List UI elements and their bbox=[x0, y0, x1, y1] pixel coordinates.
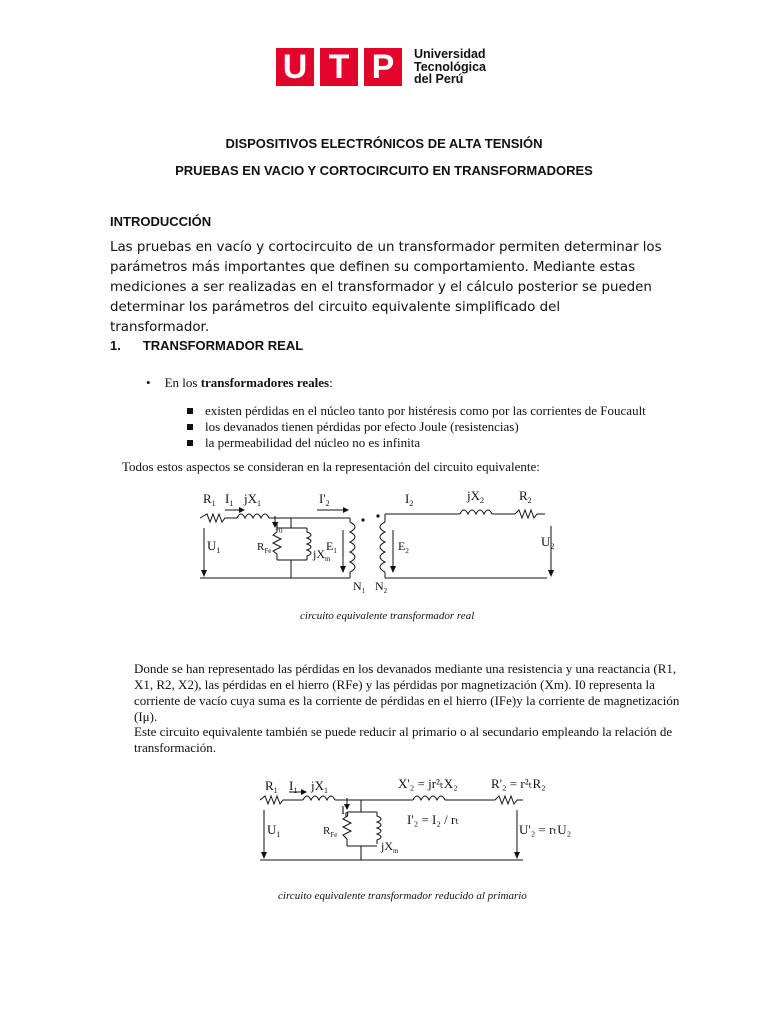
label-r1-2: $R_1$ bbox=[265, 778, 278, 795]
label-u1: $U_1$ bbox=[207, 538, 221, 555]
bullet-lead: • En los transformadores reales: bbox=[146, 375, 333, 390]
logo-letter-u: U bbox=[276, 48, 314, 86]
jx1-inductor-2 bbox=[303, 796, 335, 800]
xp2-inductor bbox=[413, 796, 445, 800]
label-jx1-2: $jX_1$ bbox=[311, 778, 328, 795]
aspects-text: Todos estos aspectos se consideran en la representación del circuito equivalente: bbox=[122, 459, 540, 474]
label-jxm-2: $jX_m$ bbox=[381, 839, 399, 855]
list-item: los devanados tienen pérdidas por efecto Joule (resistencias) bbox=[187, 419, 687, 435]
caption-circuit-reduced: circuito equivalente transformador reducido al primario bbox=[278, 890, 527, 902]
list-item: existen pérdidas en el núcleo tanto por histéresis como por las corrientes de Foucault bbox=[187, 403, 687, 419]
list-item: la permeabilidad del núcleo no es infinita bbox=[187, 435, 687, 451]
label-n2: $N_2$ bbox=[375, 579, 388, 595]
r1-resistor bbox=[200, 514, 237, 522]
label-xp2-eq: X'₂ = jr²ₜX₂ bbox=[398, 776, 458, 791]
utp-logo bbox=[276, 48, 486, 86]
bullet-lead-bold: transformadores reales bbox=[200, 375, 330, 390]
document-subtitle: PRUEBAS EN VACIO Y CORTOCIRCUITO EN TRANSFORMADORES bbox=[175, 163, 593, 178]
label-e2: $E_2$ bbox=[398, 539, 409, 555]
logo-line-2: Tecnológica bbox=[414, 59, 487, 74]
logo-letter-p: P bbox=[364, 48, 402, 86]
logo-wordmark bbox=[414, 48, 486, 86]
jx2-inductor bbox=[460, 510, 492, 514]
sub-bullet-list bbox=[187, 403, 687, 451]
label-rfe: $R_{Fe}$ bbox=[257, 541, 272, 555]
bullet-lead-suffix: : bbox=[329, 375, 333, 390]
section-title: TRANSFORMADOR REAL bbox=[142, 338, 304, 353]
circuit-real-diagram bbox=[195, 478, 565, 603]
intro-heading: INTRODUCCIÓN bbox=[110, 214, 212, 229]
logo-letter-t: T bbox=[320, 48, 358, 86]
label-i1: $I_1$ bbox=[225, 491, 234, 508]
paragraph-donde: Donde se han representado las pérdidas en los devanados mediante una resistencia y una reactancia (R1, X1, R2, X2), las pérdidas en el hierro (RFe) y las pérdidas por magnetización (Xm). I0 representa la corriente de vacío cuya suma es la corriente de pérdidas en el hierro (IFe)y la corriente de magnetización (Iμ). bbox=[134, 661, 680, 724]
label-i1-2: $I_1$ bbox=[289, 778, 298, 795]
section-number: 1. bbox=[110, 338, 121, 353]
label-ip2: $I'_2$ bbox=[319, 491, 330, 508]
label-r2: $R_2$ bbox=[519, 488, 532, 505]
r2-resistor bbox=[515, 510, 545, 518]
label-n1: $N_1$ bbox=[353, 579, 366, 595]
document-title: DISPOSITIVOS ELECTRÓNICOS DE ALTA TENSIÓN bbox=[225, 136, 543, 151]
label-jx2: $jX_2$ bbox=[467, 488, 484, 505]
label-jxm: $jX_m$ bbox=[313, 547, 331, 563]
label-i2: $I_2$ bbox=[405, 491, 414, 508]
jxm-inductor bbox=[307, 528, 311, 560]
label-i0: $I_0$ bbox=[275, 519, 283, 535]
rp2-resistor bbox=[495, 796, 523, 804]
label-i0-2: $I_0$ bbox=[341, 803, 349, 819]
logo-line-3: del Perú bbox=[414, 72, 464, 87]
paragraph-este: Este circuito equivalente también se puede reducir al primario o al secundario empleando la relación de transformación. bbox=[134, 724, 673, 755]
label-e1: $E_1$ bbox=[326, 539, 337, 555]
section-1-heading bbox=[110, 338, 303, 353]
bullet-lead-prefix: En los bbox=[164, 375, 201, 390]
label-r1: $R_1$ bbox=[203, 491, 216, 508]
jx1-inductor bbox=[237, 514, 269, 518]
label-up2-eq: U'₂ = rₜU₂ bbox=[519, 822, 572, 837]
label-u2: $U_2$ bbox=[541, 534, 555, 551]
primary-coil bbox=[350, 522, 355, 572]
secondary-coil bbox=[380, 522, 385, 572]
label-jx1: $jX_1$ bbox=[244, 491, 261, 508]
label-u1-2: $U_1$ bbox=[267, 822, 281, 839]
label-ip2-eq: I'₂ = I₂ / rₜ bbox=[407, 812, 460, 827]
intro-paragraph: Las pruebas en vacío y cortocircuito de un transformador permiten determinar los parámetros más importantes que definen su comportamiento. Mediante estas mediciones a ser realizadas en el transformador y el cálculo posterior se pueden determinar los parámetros del circuito equivalente simplificado del transformador. bbox=[110, 240, 662, 335]
caption-circuit-real: circuito equivalente transformador real bbox=[300, 610, 475, 622]
r1-resistor-2 bbox=[260, 796, 303, 804]
label-rp2-eq: R'₂ = r²ₜR₂ bbox=[491, 776, 546, 791]
circuit-reduced-diagram bbox=[255, 770, 595, 885]
logo-line-1: Universidad bbox=[414, 47, 486, 62]
label-rfe-2: $R_{Fe}$ bbox=[323, 825, 338, 839]
